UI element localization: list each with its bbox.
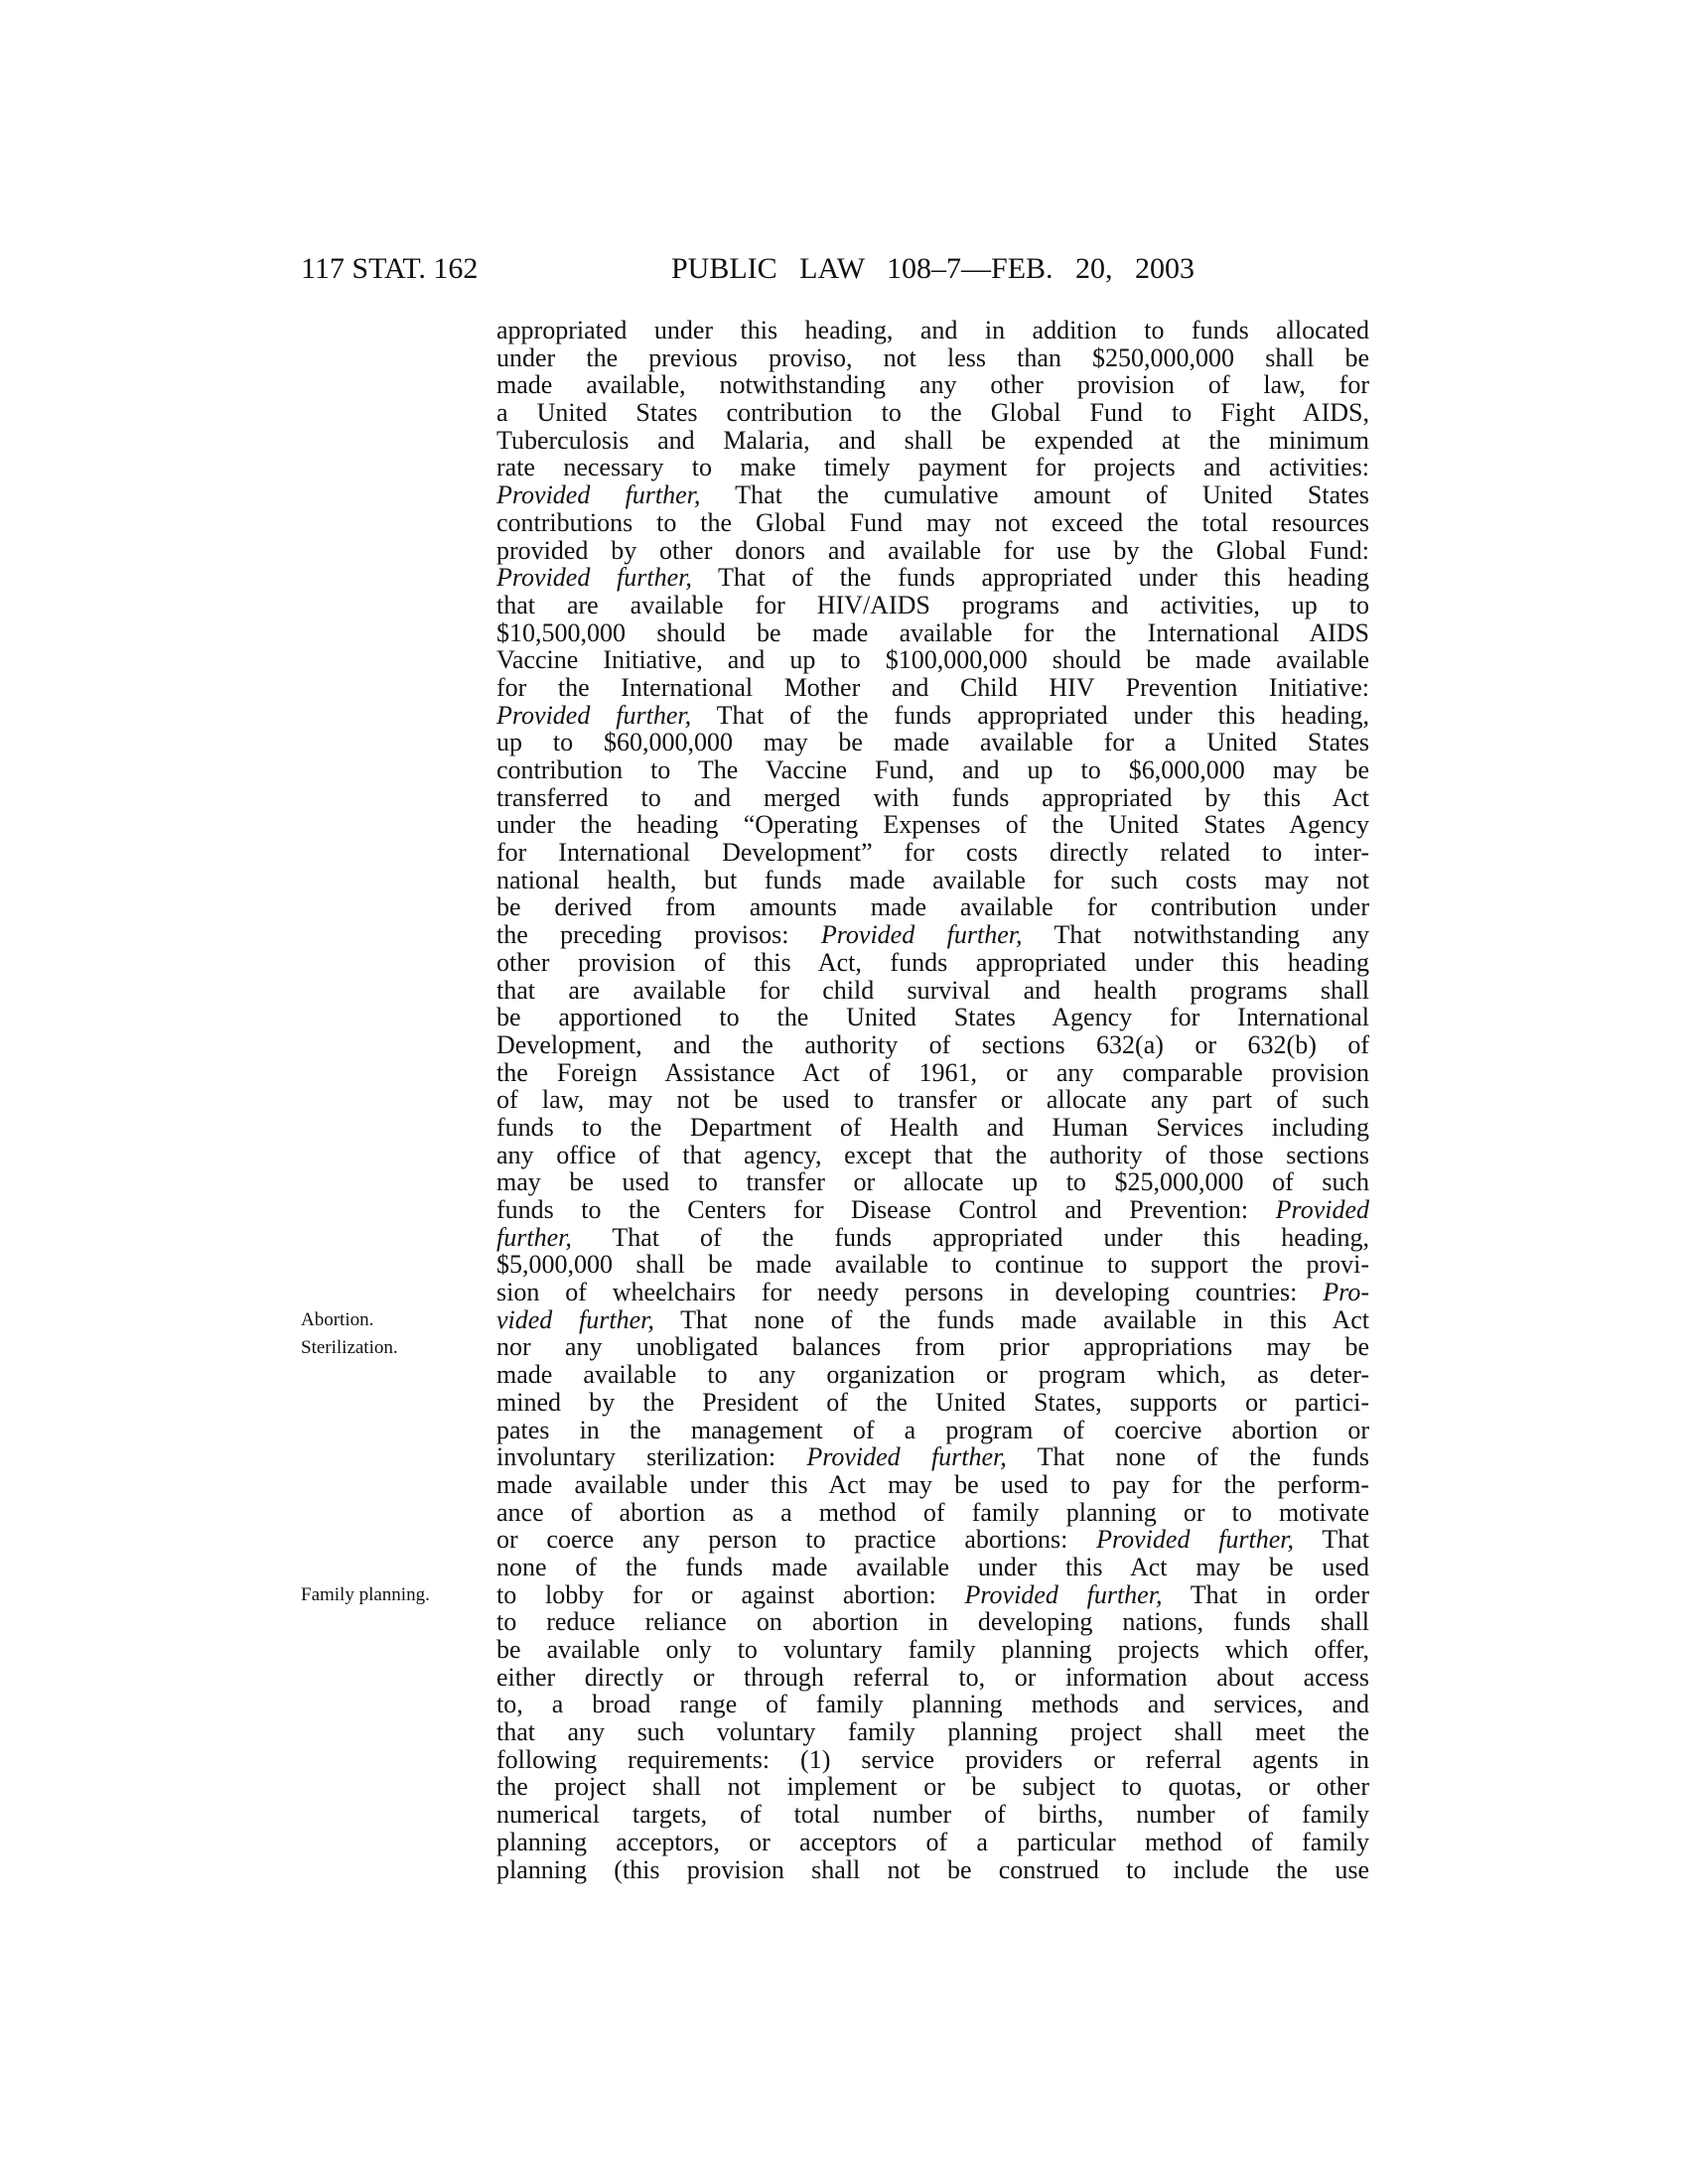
italic-proviso-text: Provided further, bbox=[806, 1442, 1007, 1472]
italic-proviso-text: Provided further, bbox=[496, 563, 692, 593]
text-segment: that are available for child survival and health programs shall bbox=[496, 975, 1369, 1005]
text-segment: to reduce reliance on abortion in developing nations, funds shall bbox=[496, 1607, 1369, 1637]
text-segment: be available only to voluntary family planning projects which offer, bbox=[496, 1635, 1369, 1664]
text-line bbox=[496, 839, 1369, 867]
text-segment: funds to the Centers for Disease Control and Prevention: bbox=[496, 1195, 1276, 1224]
text-segment: That of the funds appropriated under this heading, bbox=[691, 700, 1369, 730]
text-segment: planning (this provision shall not be construed to include the use bbox=[496, 1854, 1369, 1884]
margin-note: Sterilization. bbox=[301, 1336, 398, 1358]
text-line bbox=[496, 1031, 1369, 1059]
text-segment: be apportioned to the United States Agency for International bbox=[496, 1003, 1369, 1032]
text-line bbox=[496, 1142, 1369, 1169]
text-line bbox=[496, 1059, 1369, 1087]
text-line bbox=[496, 729, 1369, 756]
text-segment: a United States contribution to the Global Fund to Fight AIDS, bbox=[496, 398, 1369, 428]
text-line bbox=[496, 893, 1369, 921]
text-segment: up to $60,000,000 may be made available for a United States bbox=[496, 728, 1369, 757]
text-line bbox=[496, 867, 1369, 894]
text-line bbox=[496, 1773, 1369, 1801]
text-segment: provided by other donors and available for use by the Global Fund: bbox=[496, 535, 1369, 565]
text-line bbox=[496, 317, 1369, 344]
text-segment: That none of the funds made available in this Act bbox=[653, 1304, 1369, 1334]
text-segment: Tuberculosis and Malaria, and shall be expended at the minimum bbox=[496, 425, 1369, 455]
text-line bbox=[496, 784, 1369, 812]
text-segment: Development, and the authority of sections 632(a) or 632(b) of bbox=[496, 1029, 1369, 1059]
text-segment: sion of wheelchairs for needy persons in developing countries: bbox=[496, 1278, 1324, 1307]
text-segment: the Foreign Assistance Act of 1961, or any comparable provision bbox=[496, 1057, 1369, 1087]
text-segment: or coerce any person to practice abortions: bbox=[496, 1525, 1097, 1555]
text-segment: any office of that agency, except that the authority of those sections bbox=[496, 1140, 1369, 1169]
text-segment: to lobby for or against abortion: bbox=[496, 1579, 965, 1609]
italic-proviso-text: Provided bbox=[1275, 1195, 1369, 1224]
text-line bbox=[496, 344, 1369, 372]
text-segment: $10,500,000 should be made available for the International AIDS bbox=[496, 617, 1369, 647]
text-line bbox=[496, 1224, 1369, 1252]
text-segment: that any such voluntary family planning project shall meet the bbox=[496, 1717, 1369, 1747]
text-segment: mined by the President of the United States, supports or partici- bbox=[496, 1387, 1369, 1417]
text-segment: That of the funds appropriated under this heading, bbox=[571, 1222, 1369, 1252]
text-line bbox=[496, 564, 1369, 592]
text-line bbox=[496, 1279, 1369, 1306]
text-segment: involuntary sterilization: bbox=[496, 1442, 807, 1472]
text-line bbox=[496, 1554, 1369, 1581]
text-line bbox=[496, 949, 1369, 977]
text-segment: be derived from amounts made available for contribution under bbox=[496, 892, 1369, 922]
text-line bbox=[496, 1746, 1369, 1774]
text-segment: made available to any organization or program which, as deter- bbox=[496, 1360, 1369, 1390]
text-line bbox=[496, 399, 1369, 427]
text-line bbox=[496, 1829, 1369, 1856]
text-segment: pates in the management of a program of coercive abortion or bbox=[496, 1415, 1369, 1444]
text-segment: under the heading “Operating Expenses of the United States Agency bbox=[496, 810, 1369, 840]
text-segment: transferred to and merged with funds appropriated by this Act bbox=[496, 782, 1369, 812]
text-segment: ance of abortion as a method of family planning or to motivate bbox=[496, 1497, 1369, 1527]
text-segment: numerical targets, of total number of births, number of family bbox=[496, 1800, 1369, 1830]
text-line bbox=[496, 921, 1369, 949]
text-line bbox=[496, 509, 1369, 537]
text-line bbox=[496, 1526, 1369, 1554]
text-line bbox=[496, 1664, 1369, 1692]
text-line bbox=[496, 1168, 1369, 1196]
text-segment: contribution to The Vaccine Fund, and up to $6,000,000 may be bbox=[496, 755, 1369, 784]
text-line bbox=[496, 1306, 1369, 1334]
text-segment: of law, may not be used to transfer or allocate any part of such bbox=[496, 1085, 1369, 1115]
text-segment: That in order bbox=[1162, 1579, 1370, 1609]
text-segment: That none of the funds bbox=[1006, 1442, 1369, 1472]
text-line bbox=[496, 1691, 1369, 1718]
text-line bbox=[496, 1361, 1369, 1389]
text-line bbox=[496, 454, 1369, 481]
italic-proviso-text: Provided further, bbox=[496, 700, 692, 730]
text-line bbox=[496, 1581, 1369, 1609]
text-segment: That the cumulative amount of United States bbox=[700, 480, 1370, 510]
text-line bbox=[496, 1856, 1369, 1884]
text-line bbox=[496, 1114, 1369, 1142]
text-segment: planning acceptors, or acceptors of a particular method of family bbox=[496, 1827, 1369, 1856]
text-line bbox=[496, 646, 1369, 674]
margin-note: Abortion. bbox=[301, 1309, 374, 1331]
text-line bbox=[496, 1086, 1369, 1114]
text-line bbox=[496, 674, 1369, 702]
running-header-title: PUBLIC LAW 108–7—FEB. 20, 2003 bbox=[671, 252, 1195, 285]
italic-proviso-text: Provided further, bbox=[496, 480, 701, 510]
text-segment: to, a broad range of family planning methods and services, and bbox=[496, 1690, 1369, 1719]
text-line bbox=[496, 1801, 1369, 1829]
text-segment: that are available for HIV/AIDS programs and activities, up to bbox=[496, 590, 1369, 619]
text-line bbox=[496, 1718, 1369, 1746]
text-segment: Vaccine Initiative, and up to $100,000,000 should be made available bbox=[496, 645, 1369, 675]
text-segment: either directly or through referral to, or information about access bbox=[496, 1662, 1369, 1692]
text-segment: under the previous proviso, not less than $250,000,000 shall be bbox=[496, 342, 1369, 372]
text-segment: for the International Mother and Child HIV Prevention Initiative: bbox=[496, 672, 1369, 702]
text-line bbox=[496, 1608, 1369, 1636]
text-segment: the preceding provisos: bbox=[496, 920, 821, 950]
text-line bbox=[496, 592, 1369, 619]
text-segment: national health, but funds made available for such costs may not bbox=[496, 865, 1369, 894]
text-segment: other provision of this Act, funds appropriated under this heading bbox=[496, 947, 1369, 977]
text-segment: appropriated under this heading, and in addition to funds allocated bbox=[496, 316, 1369, 344]
text-line bbox=[496, 427, 1369, 455]
text-segment: funds to the Department of Health and Human Services including bbox=[496, 1112, 1369, 1142]
text-segment: $5,000,000 shall be made available to continue to support the provi- bbox=[496, 1250, 1369, 1280]
text-line bbox=[496, 537, 1369, 565]
text-segment: rate necessary to make timely payment for projects and activities: bbox=[496, 453, 1369, 482]
text-segment: may be used to transfer or allocate up to $25,000,000 of such bbox=[496, 1167, 1369, 1197]
page-stat-number: 117 STAT. 162 bbox=[301, 252, 479, 285]
text-line bbox=[496, 481, 1369, 509]
text-segment: That bbox=[1294, 1525, 1369, 1555]
text-segment: That of the funds appropriated under this heading bbox=[691, 563, 1370, 593]
text-segment: That notwithstanding any bbox=[1022, 920, 1370, 950]
text-line bbox=[496, 1499, 1369, 1527]
italic-proviso-text: Provided further, bbox=[1096, 1525, 1295, 1555]
text-line bbox=[496, 1333, 1369, 1361]
text-segment: contributions to the Global Fund may not exceed the total resources bbox=[496, 507, 1369, 537]
italic-proviso-text: Pro- bbox=[1323, 1278, 1369, 1307]
italic-proviso-text: Provided further, bbox=[820, 920, 1023, 950]
text-segment: following requirements: (1) service providers or referral agents in bbox=[496, 1744, 1369, 1774]
italic-proviso-text: Provided further, bbox=[964, 1579, 1163, 1609]
text-line bbox=[496, 1417, 1369, 1444]
text-line bbox=[496, 1636, 1369, 1664]
italic-proviso-text: further, bbox=[496, 1222, 572, 1252]
text-line bbox=[496, 977, 1369, 1005]
text-line bbox=[496, 371, 1369, 399]
margin-note: Family planning. bbox=[301, 1584, 430, 1606]
text-line bbox=[496, 1443, 1369, 1471]
text-segment: none of the funds made available under this Act may be used bbox=[496, 1552, 1369, 1581]
text-segment: the project shall not implement or be subject to quotas, or other bbox=[496, 1772, 1369, 1802]
text-segment: nor any unobligated balances from prior appropriations may be bbox=[496, 1332, 1369, 1362]
italic-proviso-text: vided further, bbox=[496, 1304, 654, 1334]
text-line bbox=[496, 1196, 1369, 1224]
text-line bbox=[496, 1389, 1369, 1417]
text-segment: made available under this Act may be used to pay for the perform- bbox=[496, 1469, 1369, 1499]
text-line bbox=[496, 1004, 1369, 1031]
text-line bbox=[496, 811, 1369, 839]
text-segment: made available, notwithstanding any other provision of law, for bbox=[496, 370, 1369, 400]
text-line bbox=[496, 1251, 1369, 1279]
text-segment: for International Development” for costs directly related to inter- bbox=[496, 838, 1369, 868]
statute-body-text bbox=[496, 317, 1369, 1883]
text-line bbox=[496, 756, 1369, 784]
text-line bbox=[496, 619, 1369, 647]
text-line bbox=[496, 702, 1369, 730]
text-line bbox=[496, 1471, 1369, 1499]
